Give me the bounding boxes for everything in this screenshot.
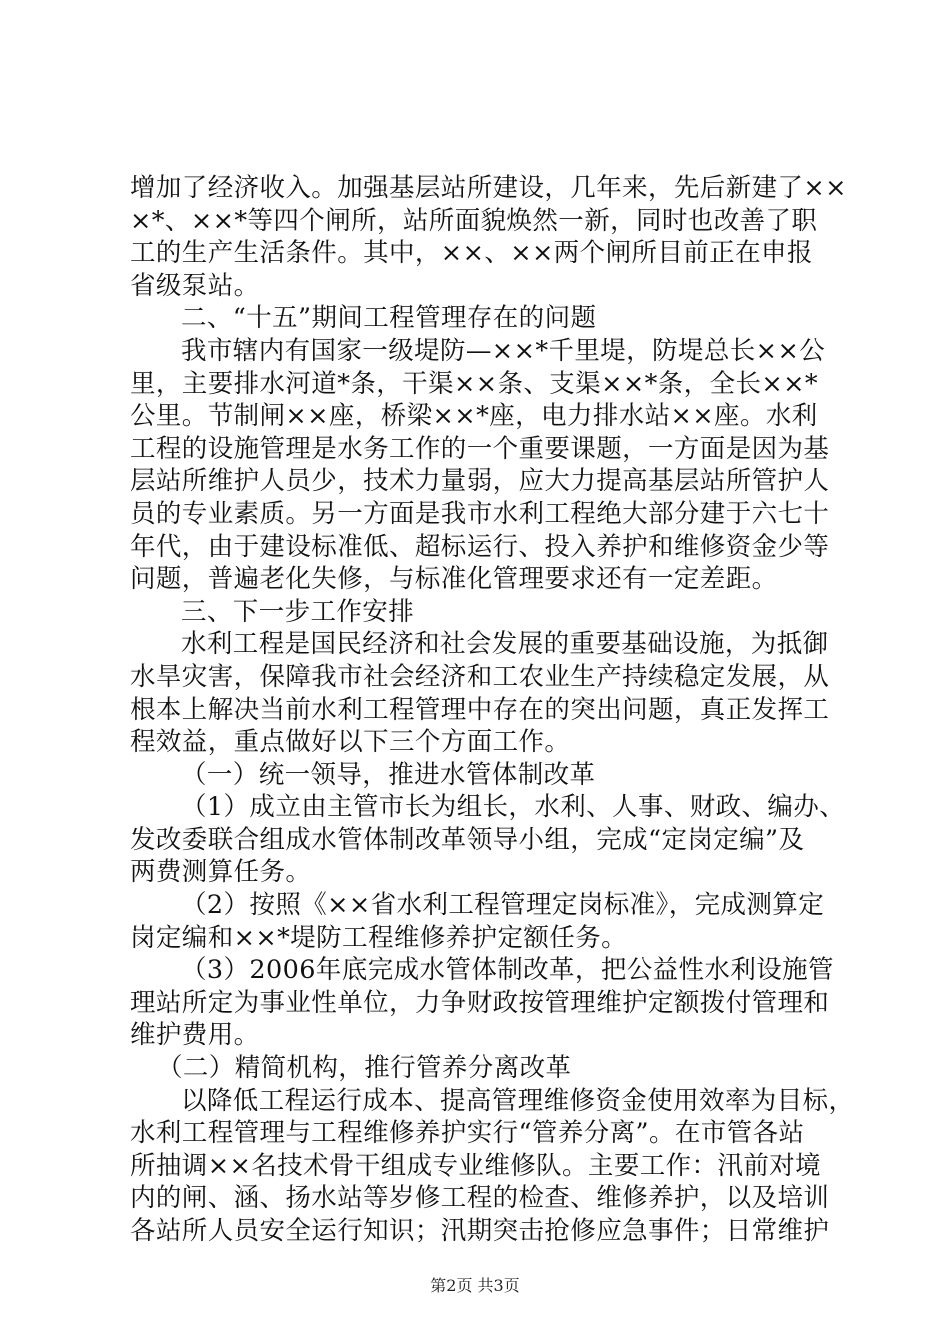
text-line: 工程的设施管理是水务工作的一个重要课题，一方面是因为基: [130, 433, 830, 464]
text-line: 理站所定为事业性单位，力争财政按管理维护定额拨付管理和: [130, 987, 830, 1018]
subsection-heading: （二）精简机构，推行管养分离改革: [157, 1053, 572, 1084]
subsection-heading: （一）统一领导，推进水管体制改革: [181, 759, 596, 790]
text-line: 所抽调××名技术骨干组成专业维修队。主要工作：汛前对境: [130, 1150, 822, 1181]
text-line: 维护费用。: [130, 1020, 260, 1051]
text-line: 程效益，重点做好以下三个方面工作。: [130, 727, 571, 758]
text-line: 根本上解决当前水利工程管理中存在的突出问题，真正发挥工: [130, 694, 830, 725]
text-line: 省级泵站。: [130, 270, 260, 301]
text-line: 水旱灾害，保障我市社会经济和工农业生产持续稳定发展，从: [130, 661, 830, 692]
text-line: 各站所人员安全运行知识；汛期突击抢修应急事件；日常维护: [130, 1216, 830, 1246]
document-body: [130, 172, 855, 1248]
text-line: 我市辖内有国家一级堤防—××*千里堤，防堤总长××公: [181, 335, 826, 366]
text-line: 层站所维护人员少，技术力量弱，应大力提高基层站所管护人: [130, 466, 830, 497]
section-heading: 二、“十五”期间工程管理存在的问题: [181, 303, 597, 334]
text-line: 水利工程管理与工程维修养护实行“管养分离”。在市管各站: [130, 1118, 805, 1149]
text-line: 以降低工程运行成本、提高管理维修资金使用效率为目标，: [181, 1085, 855, 1116]
text-line: （1）成立由主管市长为组长，水利、人事、财政、编办、: [181, 792, 846, 823]
text-line: 增加了经济收入。加强基层站所建设，几年来，先后新建了××: [130, 173, 847, 203]
section-heading: 三、下一步工作安排: [181, 596, 415, 627]
text-line: 发改委联合组成水管体制改革领导小组，完成“定岗定编”及: [130, 824, 805, 855]
text-line: 两费测算任务。: [130, 857, 312, 888]
text-line: 年代，由于建设标准低、超标运行、投入养护和维修资金少等: [130, 531, 830, 562]
text-line: 工的生产生活条件。其中，××、××两个闸所目前正在申报: [130, 238, 813, 269]
text-line: （2）按照《××省水利工程管理定岗标准》，完成测算定: [181, 890, 825, 921]
text-line: 岗定编和××*堤防工程维修养护定额任务。: [130, 922, 627, 953]
text-line: 问题，普遍老化失修，与标准化管理要求还有一定差距。: [130, 564, 778, 595]
page-footer: 第2页 共3页: [430, 1276, 520, 1295]
text-line: 内的闸、涵、扬水站等岁修工程的检查、维修养护，以及培训: [130, 1183, 830, 1214]
text-line: 里，主要排水河道*条，干渠××条、支渠××*条，全长××*: [130, 368, 819, 399]
text-line: ×*、××*等四个闸所，站所面貌焕然一新，同时也改善了职: [130, 205, 818, 236]
text-line: 公里。节制闸××座，桥梁××*座，电力排水站××座。水利: [130, 401, 818, 432]
text-line: 水利工程是国民经济和社会发展的重要基础设施，为抵御: [181, 629, 829, 660]
text-line: 员的专业素质。另一方面是我市水利工程绝大部分建于六七十: [130, 498, 830, 529]
text-line: （3）2006年底完成水管体制改革，把公益性水利设施管: [181, 955, 834, 986]
